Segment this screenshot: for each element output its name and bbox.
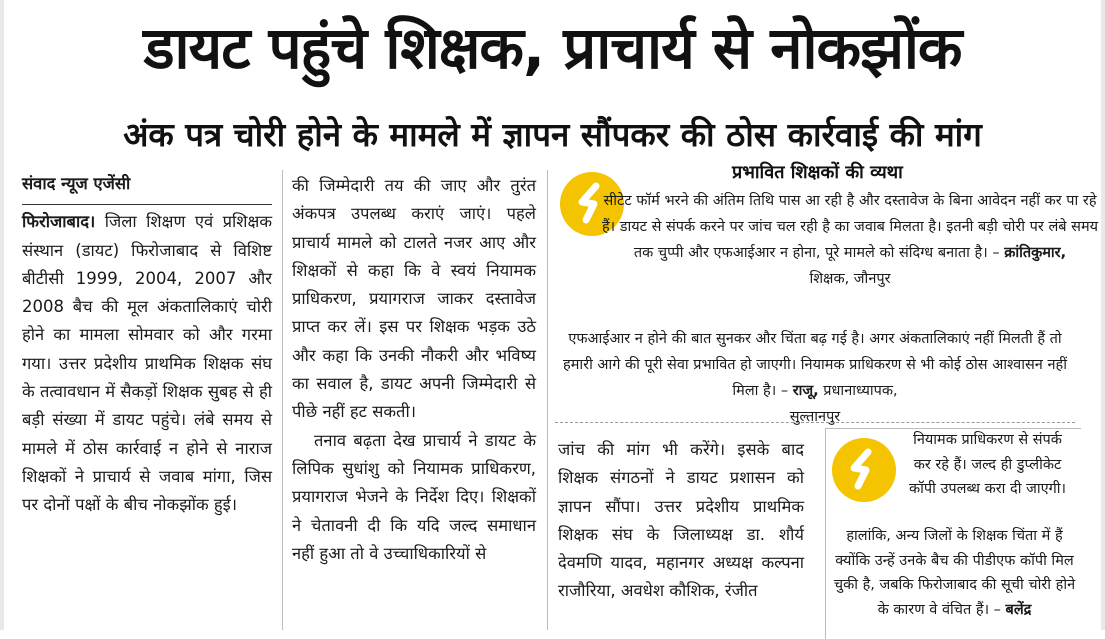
subheadline: अंक पत्र चोरी होने के मामले में ज्ञापन सौंपकर की ठोस कार्रवाई की मांग xyxy=(123,115,982,154)
column-1 xyxy=(22,170,272,520)
column-2-para-1: की जिम्मेदारी तय की जाए और तुरंत अंकपत्र उपलब्ध कराएं जाएं। पहले प्राचार्य मामले को टालते नजर आए और शिक्षकों से कहा कि वे स्वयं नियामक प्राधिकरण, प्रयागराज जाकर दस्तावेज प्राप्त कर लें। इस पर शिक्षक भड़क उठे और कहा कि उनकी नौकरी और भविष्य का सवाल है, डायट अपनी जिम्मेदारी से पीछे नहीं हट सकती। xyxy=(292,176,536,422)
column-2-para-2: तनाव बढ़ता देख प्राचार्य ने डायट के लिपिक सुधांशु को नियामक प्राधिकरण, प्रयागराज भेजने के निर्देश दिए। शिक्षकों ने चेतावनी दी कि यदि जल्द समाधान नहीं हुआ तो वे उच्चाधिकारियों से xyxy=(292,430,536,563)
byline: संवाद न्यूज एजेंसी xyxy=(22,174,131,193)
quote-1-text: सीटेट फॉर्म भरने की अंतिम तिथि पास आ रही है और दस्तावेज के बिना आवेदन नहीं कर पा रहे हैं। डायट से संपर्क करने पर जांच चल रही है का जवाब मिलता है। इतनी बड़ी चोरी पर लंबे समय तक चुप्पी और एफआईआर न होना, पूरे मामले को संदिग्ध बनाता है। – xyxy=(601,193,1099,261)
side-box-text-2-body: हालांकि, अन्य जिलों के शिक्षक चिंता में हैं क्योंकि उन्हें उनके बैच की पीडीएफ कॉपी मिल चुकी है, जबकि फिरोजाबाद की सूची चोरी होने के कारण वे वंचित हैं। – xyxy=(833,528,1076,618)
quote-2-text: एफआईआर न होने की बात सुनकर और चिंता बढ़ गई है। अगर अंकतालिकाएं नहीं मिलती हैं तो हमारी आगे की पूरी सेवा प्रभावित हो जाएगी। नियामक प्राधिकरण से भी कोई ठोस आश्वासन नहीं मिला है। – xyxy=(563,331,1067,399)
quote-2-author: राजू, xyxy=(792,383,819,399)
column-1-text xyxy=(22,208,272,519)
quote-1 xyxy=(600,188,1100,292)
column-2 xyxy=(292,172,536,568)
quote-2 xyxy=(560,326,1070,430)
box-separator xyxy=(555,422,1075,423)
side-box-text-2 xyxy=(832,524,1077,622)
quote-2-role: प्रधानाध्यापक, xyxy=(818,383,898,399)
column-3 xyxy=(558,436,804,606)
quote-1-author: क्रांतिकुमार, xyxy=(1004,245,1067,261)
logo-icon xyxy=(832,438,896,502)
column-divider xyxy=(547,170,548,630)
quote-1-role: शिक्षक, जौनपुर xyxy=(809,271,891,287)
column-1-body: जिला शिक्षण एवं प्रशिक्षक संस्थान (डायट) फिरोजाबाद से विशिष्ट बीटीसी 1999, 2004, 2007 और 2008 बैच की मूल अंकतालिकाएं चोरी होने का मामला सोमवार को और गरमा गया। उत्तर प्रदेशीय प्राथमिक शिक्षक संघ के तत्वावधान में सैकड़ों शिक्षक सुबह से ही बड़ी संख्या में डायट पहुंचे। लंबे समय से मामले में ठोस कार्रवाई न होने से नाराज शिक्षकों ने प्राचार्य से जवाब मांगा, जिस पर दोनों पक्षों के बीच नोकझोंक हुई। xyxy=(22,212,272,515)
dateline: फिरोजाबाद। xyxy=(22,212,96,232)
page-edge-left xyxy=(0,0,4,630)
quote-2-place: सुल्तानपुर xyxy=(789,409,841,425)
page-edge-right xyxy=(1101,0,1105,630)
box-title: प्रभावित शिक्षकों की व्यथा xyxy=(732,162,903,183)
byline-rule xyxy=(22,204,272,205)
side-box-author: बलेंद्र xyxy=(1005,601,1032,618)
column-3-text: जांच की मांग भी करेंगे। इसके बाद शिक्षक संगठनों ने डायट प्रशासन को ज्ञापन सौंपा। उत्तर प्रदेशीय प्राथमिक शिक्षक संघ के जिलाध्यक्ष डा. शौर्य देवमणि यादव, महानगर अध्यक्ष कल्पना राजौरिया, अवधेश कौशिक, रंजीत xyxy=(558,440,804,601)
side-box-text-1: नियामक प्राधिकरण से संपर्क कर रहे हैं। जल्द ही डुप्लीकेट कॉपी उपलब्ध करा दी जाएगी। xyxy=(908,432,1067,497)
column-divider xyxy=(282,170,283,630)
headline: डायट पहुंचे शिक्षक, प्राचार्य से नोकझोंक xyxy=(143,14,962,82)
